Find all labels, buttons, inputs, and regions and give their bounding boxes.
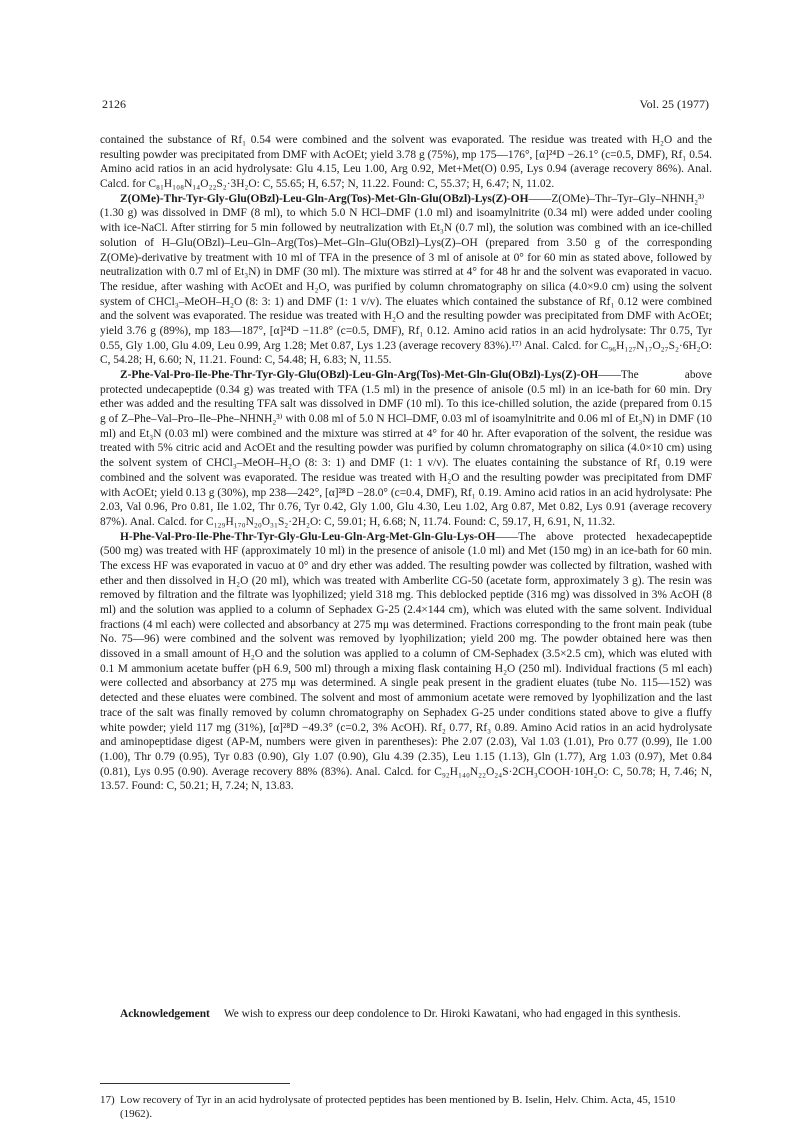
- footnote-number: 17): [100, 1094, 115, 1106]
- acknowledgement-heading: Acknowledgement: [120, 1008, 210, 1020]
- para-z-phe-peptide: [100, 368, 712, 530]
- footnote-text: Low recovery of Tyr in an acid hydrolysate of protected peptides has been mentioned by B. Iselin, Helv. Chim. Acta, 45, 1510 (1962).: [120, 1094, 676, 1120]
- para-h-phe-peptide: [100, 530, 712, 794]
- compound-heading: Z-Phe-Val-Pro-Ile-Phe-Thr-Tyr-Gly-Glu(OBzl)-Leu-Gln-Arg(Tos)-Met-Gln-Glu(OBzl)-Lys(Z)-OH: [120, 369, 599, 381]
- para-z-ome-peptide: [100, 192, 712, 368]
- para-intro-text: contained the substance of Rf₁ 0.54 were combined and the solvent was evaporated. The residue was treated with H₂O and the resulting powder was precipitated from DMF with AcOEt; yield 3.78 g (75%), mp 175—176°, [α]²⁴D −26.1° (c=0.5, DMF), Rf₁ 0.54. Amino acid ratios in an acid hydrolysate: Glu 4.15, Leu 1.00, Arg 0.92, Met+Met(O) 0.95, Lys 0.94 (average recovery 86%). Anal. Calcd. for C₈₁H₁₀₈N₁₄O₂₂S₂·3H₂O: C, 55.65; H, 6.57; N, 11.22. Found: C, 55.37; H, 6.47; N, 11.02.: [100, 134, 712, 191]
- para-text: ——The above protected hexadecapeptide (500 mg) was treated with HF (approximately 10 ml) in the presence of anisole (1.0 ml) and Met (150 mg) in an ice-bath for 60 min. The excess HF was evaporated in vacuo at 0° and dry ether was added. The resulting powder was collected by filtration, washed with ether and then dissolved in H₂O (20 ml), which was treated with Amberlite CG-50 (acetate form, approximately 3 g). The resin was removed by filtration and the filtrate was lyophilized; yield 318 mg. This deblocked peptide (316 mg) was dissolved in 3% AcOH (8 ml) and the solution was applied to a column of Sephadex G-25 (2.4×144 cm), which was eluted with the same solvent. Individual fractions (4 ml each) were collected and absorbancy at 275 mμ was determined. Fractions corresponding to the front main peak (tube No. 75—96) were combined and the solvent was removed by lyophilization; yield 200 mg. The powder obtained here was then dissoved in a small amount of H₂O and the solution was applied to a column of CM-Sephadex (3.5×2.5 cm), which was eluted with 0.1 M ammonium acetate buffer (pH 6.9, 500 ml) through a mixing flask containing H₂O (250 ml). Individual fractions (5 ml each) were collected and absorbancy at 275 mμ was determined. A single peak present in the gradient eluates (tube No. 115—152) was detected and these eluates were combined. The solvent and most of ammonium acetate were removed by lyophilization and the last trace of the salt was finally removed by column chromatography on Sephadex G-25 under conditions stated above to give a fluffy white powder; yield 117 mg (31%), [α]²⁸D −49.3° (c=0.2, 3% AcOH). Rf₂ 0.77, Rf₃ 0.89. Amino Acid ratios in an acid hydrolysate and aminopeptidase digest (AP-M, numbers were given in parentheses): Phe 2.07 (2.03), Val 1.03 (1.01), Pro 0.77 (0.99), Ile 1.00 (1.00), Thr 0.79 (0.95), Tyr 0.83 (0.90), Gly 1.07 (0.90), Glu 4.39 (2.35), Leu 1.15 (1.13), Gln (1.77), Arg 1.03 (0.97), Met 0.84 (0.81), Lys 0.95 (0.90). Average recovery 88% (83%). Anal. Calcd. for C₉₂H₁₄₀N₂₂O₂₄S·2CH₃COOH·10H₂O: C, 50.78; H, 7.46; N, 13.57. Found: C, 50.21; H, 7.24; N, 13.83.: [100, 530, 712, 793]
- journal-reference: Vol. 25 (1977): [639, 97, 709, 111]
- para-intro: [100, 133, 712, 192]
- footnote-divider: [100, 1083, 290, 1084]
- page-number: 2126: [102, 97, 126, 111]
- para-text: ——Z(OMe)–Thr–Tyr–Gly–NHNH₂³⁾ (1.30 g) was dissolved in DMF (8 ml), to which 5.0 N HCl–DMF (1.0 ml) and isoamylnitrite (0.34 ml) were added under cooling with ice-NaCl. After stirring for 5 min followed by neutralization with Et₃N (0.7 ml), the solution was combined with an ice-chilled solution of H–Glu(OBzl)–Leu–Gln–Arg(Tos)–Met–Gln–Glu(OBzl)–Lys(Z)–OH (prepared from 3.50 g of the corresponding Z(OMe)-derivative by treatment with 10 ml of TFA in the presence of 3 ml of anisole at 0° for 60 min as stated above, followed by neutralization with 0.7 ml of Et₃N) in DMF (30 ml). The mixture was stirred at 4° for 48 hr and the solvent was evaporated in vacuo. The residue, after washing with AcOEt and H₂O, was purified by column chromatography on silica (4.0×9.0 cm) using the solvent system of CHCl₃–MeOH–H₂O (8: 3: 1) and DMF (1: 1 v/v). The eluates which contained the substance of Rf₁ 0.12 were combined and the solvent was evaporated. The residue was treated with H₂O and the resulting powder was precipitated from DMF with AcOEt; yield 3.76 g (89%), mp 183—187°, [α]²⁴D −11.8° (c=0.5, DMF), Rf₁ 0.12. Amino acid ratios in an acid hydrolysate: Thr 0.75, Tyr 0.55, Gly 1.00, Glu 4.09, Leu 0.99, Arg 1.28; Met 0.87, Lys 1.23 (average recovery 83%).¹⁷⁾ Anal. Calcd. for C₉₆H₁₂₇N₁₇O₂₇S₂·6H₂O: C, 54.28; H, 6.60; N, 11.21. Found: C, 54.48; H, 6.83; N, 11.55.: [100, 192, 712, 367]
- acknowledgement-text: We wish to express our deep condolence to Dr. Hiroki Kawatani, who had engaged in this synthesis.: [223, 1008, 681, 1020]
- experimental-body: [100, 133, 712, 794]
- acknowledgement: [100, 1007, 712, 1022]
- compound-heading: Z(OMe)-Thr-Tyr-Gly-Glu(OBzl)-Leu-Gln-Arg(Tos)-Met-Gln-Glu(OBzl)-Lys(Z)-OH: [120, 192, 529, 205]
- footnote: [100, 1093, 712, 1121]
- compound-heading: H-Phe-Val-Pro-Ile-Phe-Thr-Tyr-Gly-Glu-Leu-Gln-Arg-Met-Gln-Glu-Lys-OH: [120, 530, 496, 543]
- para-text: ——The above protected undecapeptide (0.34 g) was treated with TFA (1.5 ml) in the presence of anisole (0.5 ml) in an ice-bath for 60 min. Dry ether was added and the resulting TFA salt was dissolved in DMF (10 ml). To this ice-chilled solution, the azide (prepared from 0.15 g of Z–Phe–Val–Pro–Ile–Phe–NHNH₂³⁾ with 0.08 ml of 5.0 N HCl–DMF, 0.03 ml of isoamylnitrite and 0.06 ml of Et₃N) in DMF (10 ml) and Et₃N (0.03 ml) were combined and the mixture was stirred at 4° for 40 hr. After evaporation of the solvent, the residue was treated with 5% citric acid and AcOEt and the resulting powder was purified by column chromatography on silica (4.0×10 cm) using the solvent system of CHCl₃–MeOH–H₂O (8: 3: 1) and DMF (1: 1 v/v). The eluates containing the substance of Rf₁ 0.19 were combined and the solvent was evaporated. The residue was treated with H₂O and the resulting powder was precipitated from DMF with AcOEt; yield 0.13 g (30%), mp 238—242°, [α]²⁸D −28.0° (c=0.4, DMF), Rf₁ 0.19. Amino acid ratios in an acid hydrolysate: Phe 2.03, Val 0.96, Pro 0.81, Ile 1.02, Thr 0.76, Tyr 0.42, Gly 1.00, Glu 4.30, Leu 1.02, Arg 0.87, Met 0.82, Lys 0.91 (average recovery 87%). Anal. Calcd. for C₁₂₉H₁₇₀N₂₀O₃₁S₂·2H₂O: C, 59.01; H, 6.68; N, 11.74. Found: C, 59.17, H, 6.91, N, 11.32.: [100, 369, 712, 528]
